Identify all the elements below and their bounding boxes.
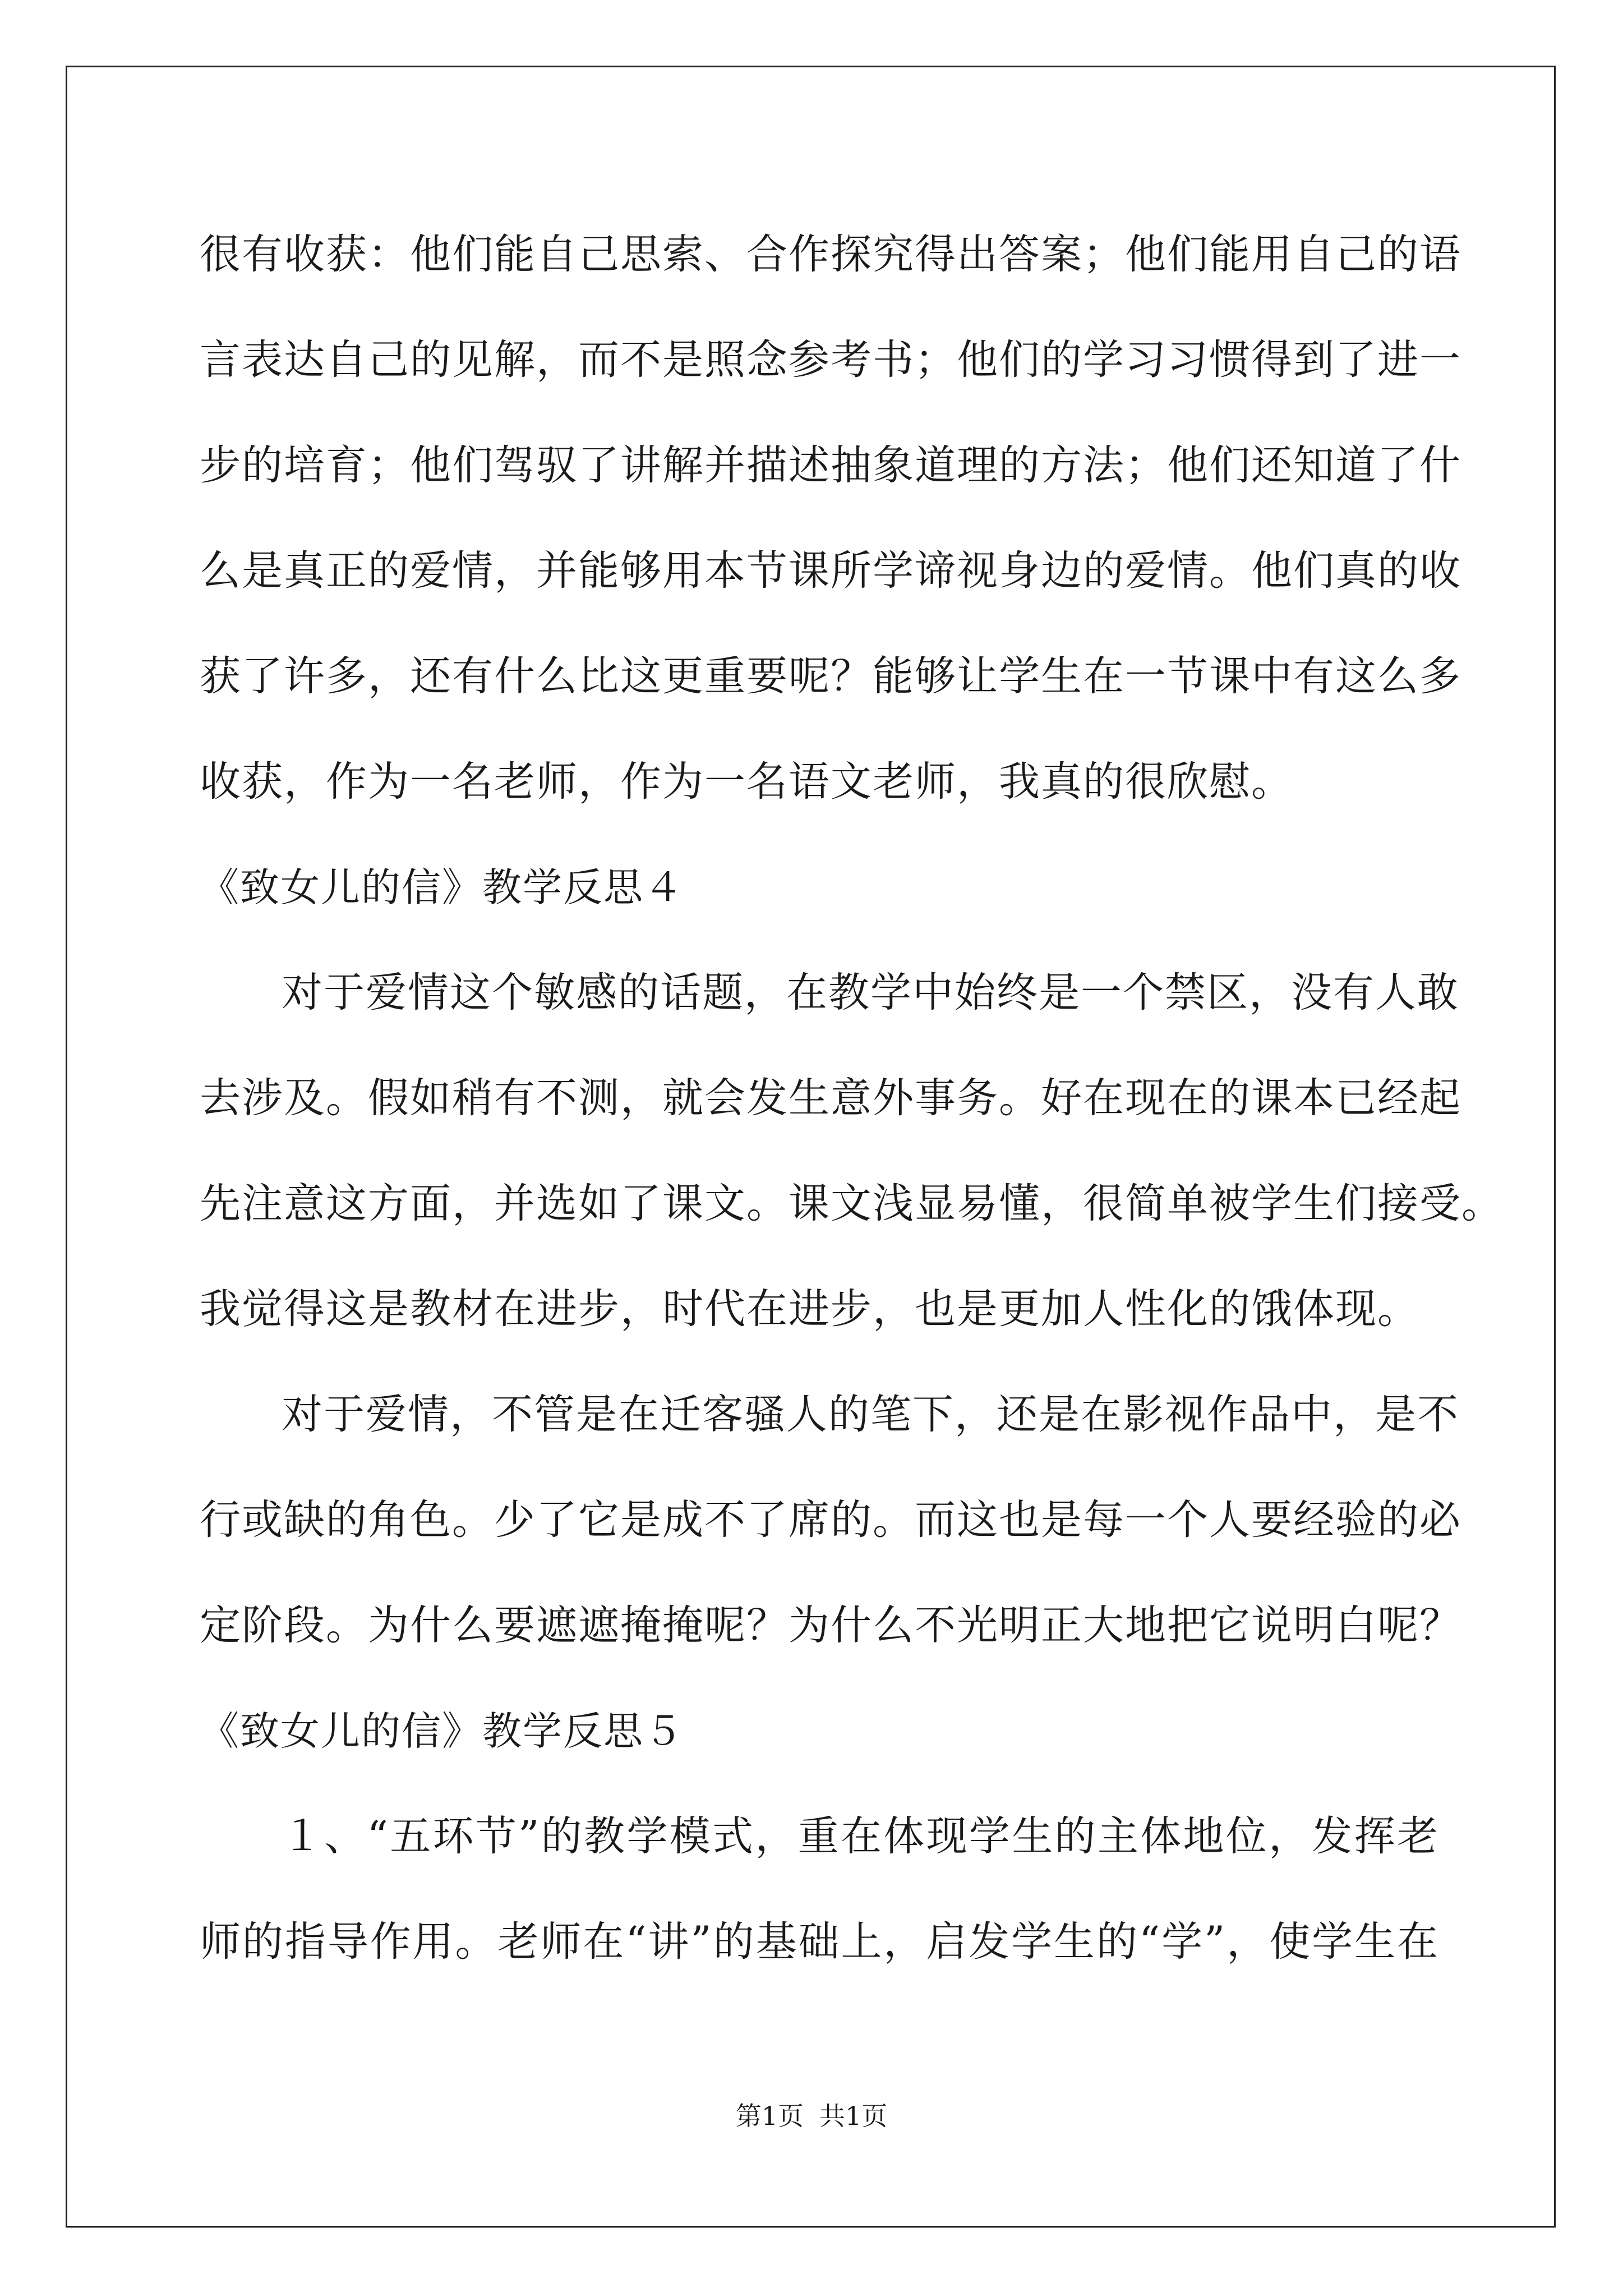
paragraph-line: 定阶段。为什么要遮遮掩掩呢？为什么不光明正大地把它说明白呢？ bbox=[200, 1602, 1461, 1649]
paragraph-line: 获了许多，还有什么比这更重要呢？能够让学生在一节课中有这么多 bbox=[200, 652, 1461, 700]
paragraph-line: 我觉得这是教材在进步，时代在进步，也是更加人性化的饿体现。 bbox=[200, 1285, 1419, 1333]
paragraph-line: 去涉及。假如稍有不测，就会发生意外事务。好在现在的课本已经起 bbox=[200, 1074, 1461, 1122]
page-total: 共1页 bbox=[819, 2101, 888, 2131]
paragraph-line: 先注意这方面，并选如了课文。课文浅显易懂，很简单被学生们接受。 bbox=[200, 1180, 1504, 1227]
paragraph-line: 很有收获：他们能自己思索、合作探究得出答案；他们能用自己的语 bbox=[200, 231, 1461, 278]
paragraph-line: 对于爱情，不管是在迁客骚人的笔下，还是在影视作品中，是不 bbox=[282, 1391, 1459, 1438]
section-heading: 《致女儿的信》教学反思５ bbox=[200, 1708, 684, 1754]
paragraph-line: 步的培育；他们驾驭了讲解并描述抽象道理的方法；他们还知道了什 bbox=[200, 441, 1461, 489]
paragraph-line: 对于爱情这个敏感的话题，在教学中始终是一个禁区，没有人敢 bbox=[282, 969, 1459, 1016]
page-footer bbox=[0, 2099, 1623, 2133]
section-heading: 《致女儿的信》教学反思４ bbox=[200, 864, 684, 910]
paragraph-line: 言表达自己的见解，而不是照念参考书；他们的学习习惯得到了进一 bbox=[200, 336, 1461, 384]
paragraph-line: 么是真正的爱情，并能够用本节课所学谛视身边的爱情。他们真的收 bbox=[200, 547, 1461, 595]
paragraph-line: 收获，作为一名老师，作为一名语文老师，我真的很欣慰。 bbox=[200, 758, 1293, 806]
paragraph-line: １、“五环节”的教学模式，重在体现学生的主体地位，发挥老 bbox=[282, 1812, 1439, 1860]
paragraph-line: 行或缺的角色。少了它是成不了席的。而这也是每一个人要经验的必 bbox=[200, 1496, 1461, 1544]
paragraph-line: 师的指导作用。老师在“讲”的基础上，启发学生的“学”，使学生在 bbox=[200, 1918, 1439, 1966]
document-body bbox=[200, 202, 1504, 1995]
page-number: 第1页 bbox=[735, 2101, 804, 2131]
